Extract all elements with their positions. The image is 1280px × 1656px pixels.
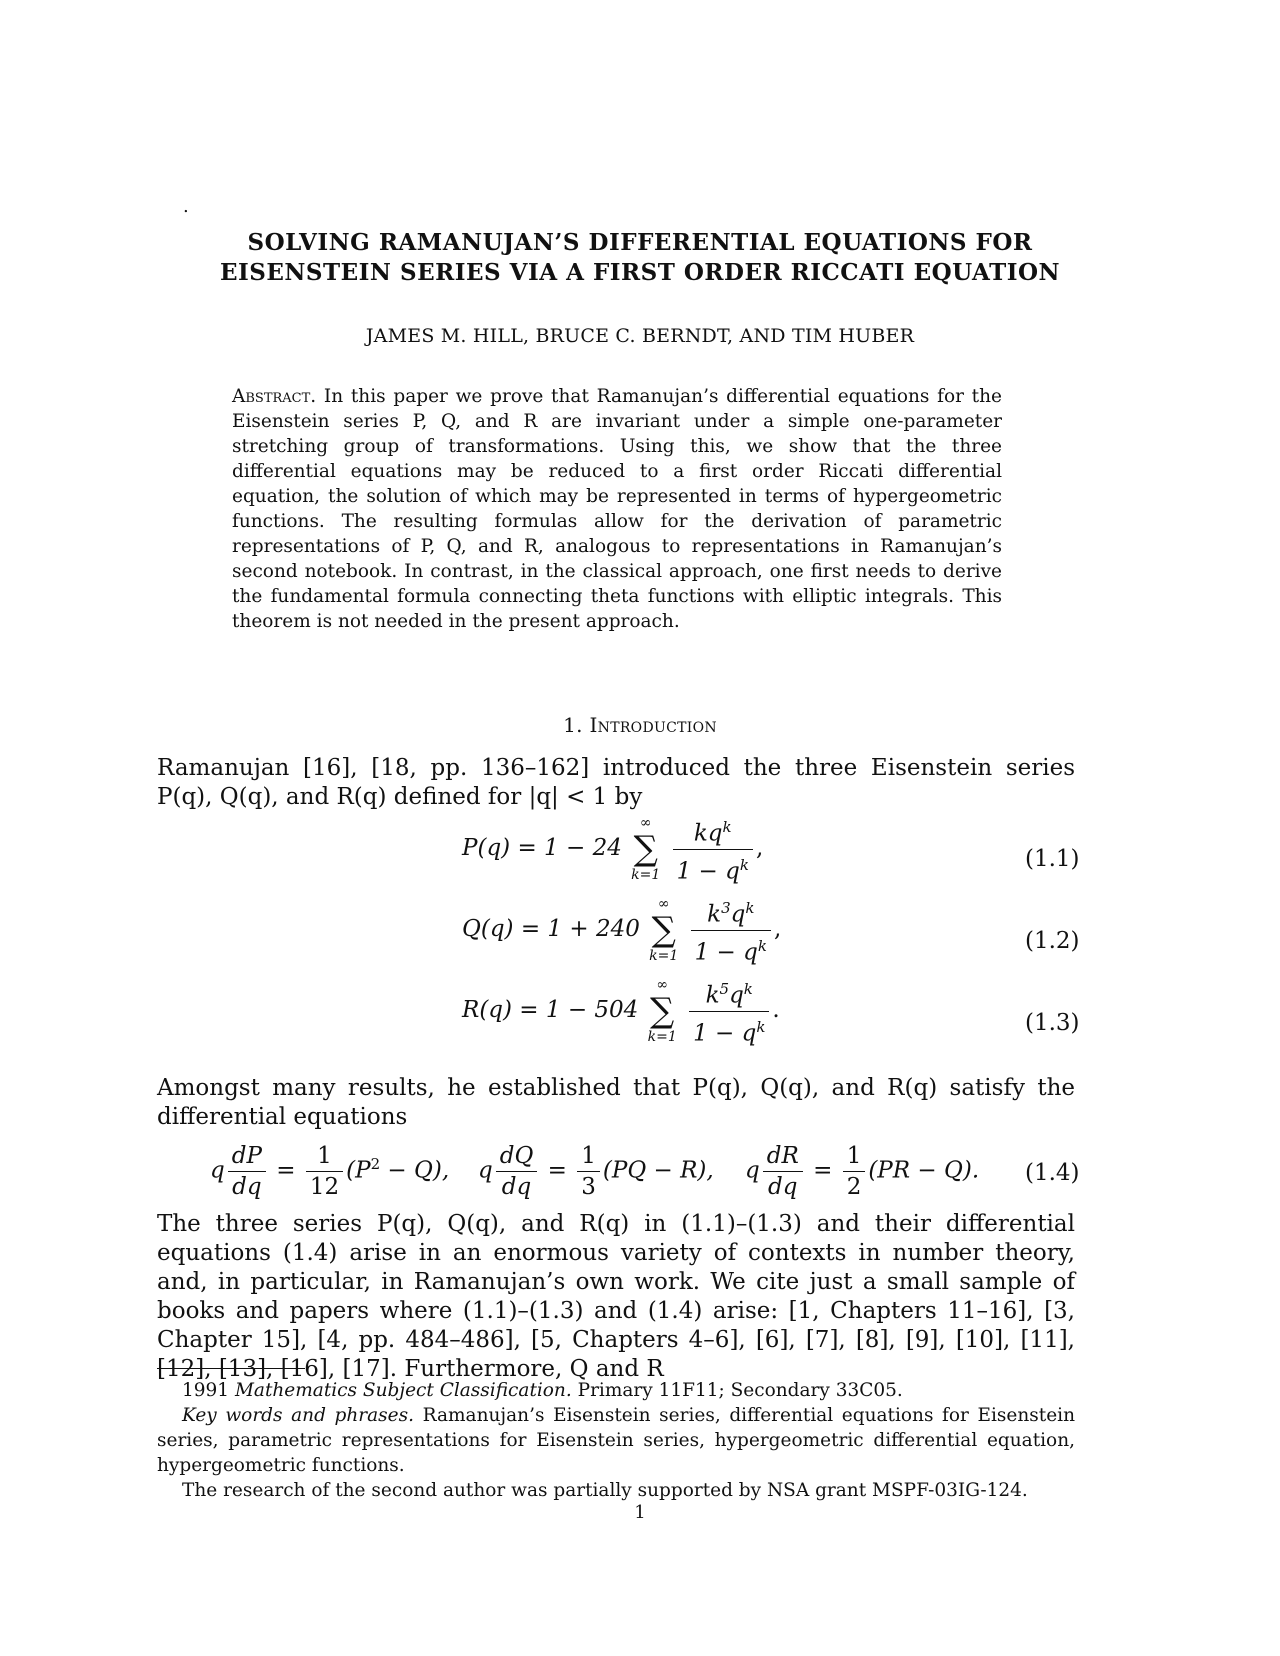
msc-text: Primary 11F11; Secondary 33C05. bbox=[577, 1380, 903, 1401]
num-exp-1: 3 bbox=[721, 899, 731, 917]
den-exp: k bbox=[739, 855, 749, 874]
abstract-label: Abstract. bbox=[232, 386, 317, 407]
eq-lhs: P(q) = 1 − 24 bbox=[462, 835, 622, 862]
numerator: dR bbox=[763, 1141, 803, 1172]
denominator: dq bbox=[501, 1174, 532, 1200]
denominator: 2 bbox=[846, 1174, 862, 1200]
den-exp: k bbox=[757, 936, 767, 955]
numerator bbox=[673, 812, 753, 850]
q-var: q bbox=[210, 1157, 225, 1184]
fraction bbox=[691, 893, 771, 967]
intro-paragraph-1: Ramanujan [16], [18, pp. 136–162] introduced the three Eisenstein series P(q), Q(q), and R(q) defined for |q| < 1 by bbox=[157, 755, 1075, 810]
eq-lhs: R(q) = 1 − 504 bbox=[462, 997, 639, 1024]
numerator: 1 bbox=[577, 1141, 600, 1172]
coefficient bbox=[843, 1141, 866, 1202]
page-number: 1 bbox=[634, 1502, 646, 1523]
numerator bbox=[691, 893, 771, 931]
sum-lower: k=1 bbox=[631, 867, 661, 884]
equation-number: (1.3) bbox=[1025, 1010, 1080, 1036]
den-text: 1 − q bbox=[676, 858, 740, 885]
sum-upper: ∞ bbox=[639, 815, 652, 832]
rhs-rest: − Q), bbox=[380, 1157, 450, 1184]
intro-paragraph-2: Amongst many results, he established that P(q), Q(q), and R(q) satisfy the differential equations bbox=[157, 1075, 1075, 1130]
fraction bbox=[673, 812, 753, 886]
rhs: (PR − Q). bbox=[868, 1157, 980, 1184]
section-title: Introduction bbox=[589, 713, 717, 737]
footnotes bbox=[157, 1378, 1075, 1503]
abstract-text: In this paper we prove that Ramanujan’s differential equations for the Eisenstein series P, Q, and R are invariant under a simple one-parameter stretching group of transformations. Using this, we show that the three differential equations may be reduced to a first order Riccati differential equation, the solution of which may be represented in terms of hypergeometric functions. The resulting formulas allow for the derivation of parametric representations of P, Q, and R, analogous to representations in Ramanujan’s second notebook. In contrast, in the classical approach, one first needs to derive the fundamental formula connecting theta functions with elliptic integrals. This theorem is not needed in the present approach. bbox=[232, 386, 1002, 632]
rhs: (PQ − R), bbox=[602, 1157, 714, 1184]
num-text: k bbox=[707, 901, 722, 928]
footnote-keywords bbox=[157, 1403, 1075, 1478]
denominator bbox=[691, 931, 771, 968]
title-line-1: SOLVING RAMANUJAN’S DIFFERENTIAL EQUATIONS FOR bbox=[247, 229, 1033, 256]
denominator: 12 bbox=[309, 1174, 340, 1200]
fraction bbox=[689, 974, 769, 1048]
abstract bbox=[232, 384, 1002, 634]
equation-1-2 bbox=[462, 893, 781, 967]
num-exp-2: k bbox=[745, 899, 755, 917]
equation-1-1 bbox=[462, 812, 763, 886]
equation-number: (1.2) bbox=[1025, 928, 1080, 954]
page-marker: . bbox=[183, 196, 189, 217]
den-text: 1 − q bbox=[694, 939, 758, 966]
sum-upper: ∞ bbox=[657, 896, 670, 913]
derivative bbox=[228, 1141, 266, 1202]
derivative bbox=[496, 1141, 538, 1202]
equation-number: (1.1) bbox=[1025, 846, 1080, 872]
sum-lower: k=1 bbox=[647, 1029, 677, 1046]
num-text-2: q bbox=[729, 982, 744, 1009]
equation-1-4-b bbox=[478, 1141, 714, 1202]
summation bbox=[631, 815, 660, 883]
summation bbox=[649, 896, 678, 964]
equals: = bbox=[813, 1157, 833, 1184]
q-var: q bbox=[478, 1157, 493, 1184]
footnote-rule bbox=[157, 1368, 305, 1369]
sum-upper: ∞ bbox=[656, 977, 669, 994]
numerator: 1 bbox=[843, 1141, 866, 1172]
sigma-symbol: ∑ bbox=[651, 910, 676, 951]
numerator: dP bbox=[228, 1141, 266, 1172]
num-text: k bbox=[705, 982, 720, 1009]
equation-number: (1.4) bbox=[1025, 1160, 1080, 1186]
title-line-2: EISENSTEIN SERIES VIA A FIRST ORDER RICCATI EQUATION bbox=[219, 259, 1061, 286]
eq-punct: . bbox=[772, 997, 780, 1024]
intro-paragraph-3: The three series P(q), Q(q), and R(q) in (1.1)–(1.3) and their differential equations (1.4) arise in an enormous variety of contexts in number theory, and, in particular, in Ramanujan’s own work. We cite just a small sample of books and papers where (1.1)–(1.3) and (1.4) arise: [1, Chapters 11–16], [3, Chapter 15], [4, pp. 484–486], [5, Chapters 4–6], [6], [7], [8], [9], [10], [11], [12], [13], [16], [17]. Furthermore, Q and R bbox=[157, 1211, 1075, 1382]
msc-year: 1991 bbox=[182, 1380, 230, 1401]
section-number: 1. bbox=[563, 713, 583, 737]
eq-lhs: Q(q) = 1 + 240 bbox=[462, 916, 640, 943]
coefficient bbox=[577, 1141, 600, 1202]
num-exp-2: k bbox=[743, 980, 753, 998]
footnote-grant: The research of the second author was partially supported by NSA grant MSPF-03IG-124. bbox=[182, 1480, 1028, 1501]
num-text-2: q bbox=[730, 901, 746, 928]
footnote-msc bbox=[157, 1378, 1075, 1403]
eq-punct: , bbox=[773, 916, 782, 943]
authors: JAMES M. HILL, BRUCE C. BERNDT, AND TIM HUBER bbox=[365, 325, 915, 347]
rhs-exp: 2 bbox=[370, 1154, 381, 1173]
numerator: 1 bbox=[306, 1141, 343, 1172]
eq-punct: , bbox=[755, 835, 764, 862]
sigma-symbol: ∑ bbox=[633, 829, 658, 870]
sigma-symbol: ∑ bbox=[650, 991, 675, 1032]
derivative bbox=[763, 1141, 803, 1202]
summation bbox=[648, 977, 677, 1045]
equals: = bbox=[547, 1157, 567, 1184]
denominator: 3 bbox=[581, 1174, 596, 1200]
equation-1-4-c bbox=[745, 1141, 979, 1202]
equation-1-3 bbox=[462, 974, 780, 1048]
num-exp-1: 5 bbox=[719, 980, 730, 998]
paper-title bbox=[150, 228, 1130, 288]
coefficient bbox=[306, 1141, 343, 1202]
msc-label: Mathematics Subject Classification. bbox=[234, 1380, 572, 1401]
keywords-text: Ramanujan’s Eisenstein series, differential equations for Eisenstein series, parametric representations for Eisenstein series, hypergeometric differential equation, hypergeometric functions. bbox=[157, 1405, 1075, 1476]
numerator: dQ bbox=[496, 1141, 538, 1172]
num-exp: k bbox=[722, 818, 732, 836]
q-var: q bbox=[745, 1157, 760, 1184]
den-text: 1 − q bbox=[693, 1020, 757, 1047]
denominator bbox=[689, 1012, 769, 1049]
rhs: (P bbox=[346, 1157, 371, 1184]
keywords-label: Key words and phrases. bbox=[182, 1405, 414, 1426]
denominator bbox=[673, 850, 753, 887]
section-heading bbox=[150, 713, 1130, 737]
sum-lower: k=1 bbox=[649, 948, 679, 965]
denominator: dq bbox=[232, 1174, 262, 1200]
equals: = bbox=[276, 1157, 296, 1184]
den-exp: k bbox=[756, 1017, 766, 1036]
numerator bbox=[689, 974, 769, 1012]
denominator: dq bbox=[768, 1174, 798, 1200]
num-text: kq bbox=[693, 820, 723, 847]
equation-1-4-a bbox=[210, 1141, 449, 1202]
